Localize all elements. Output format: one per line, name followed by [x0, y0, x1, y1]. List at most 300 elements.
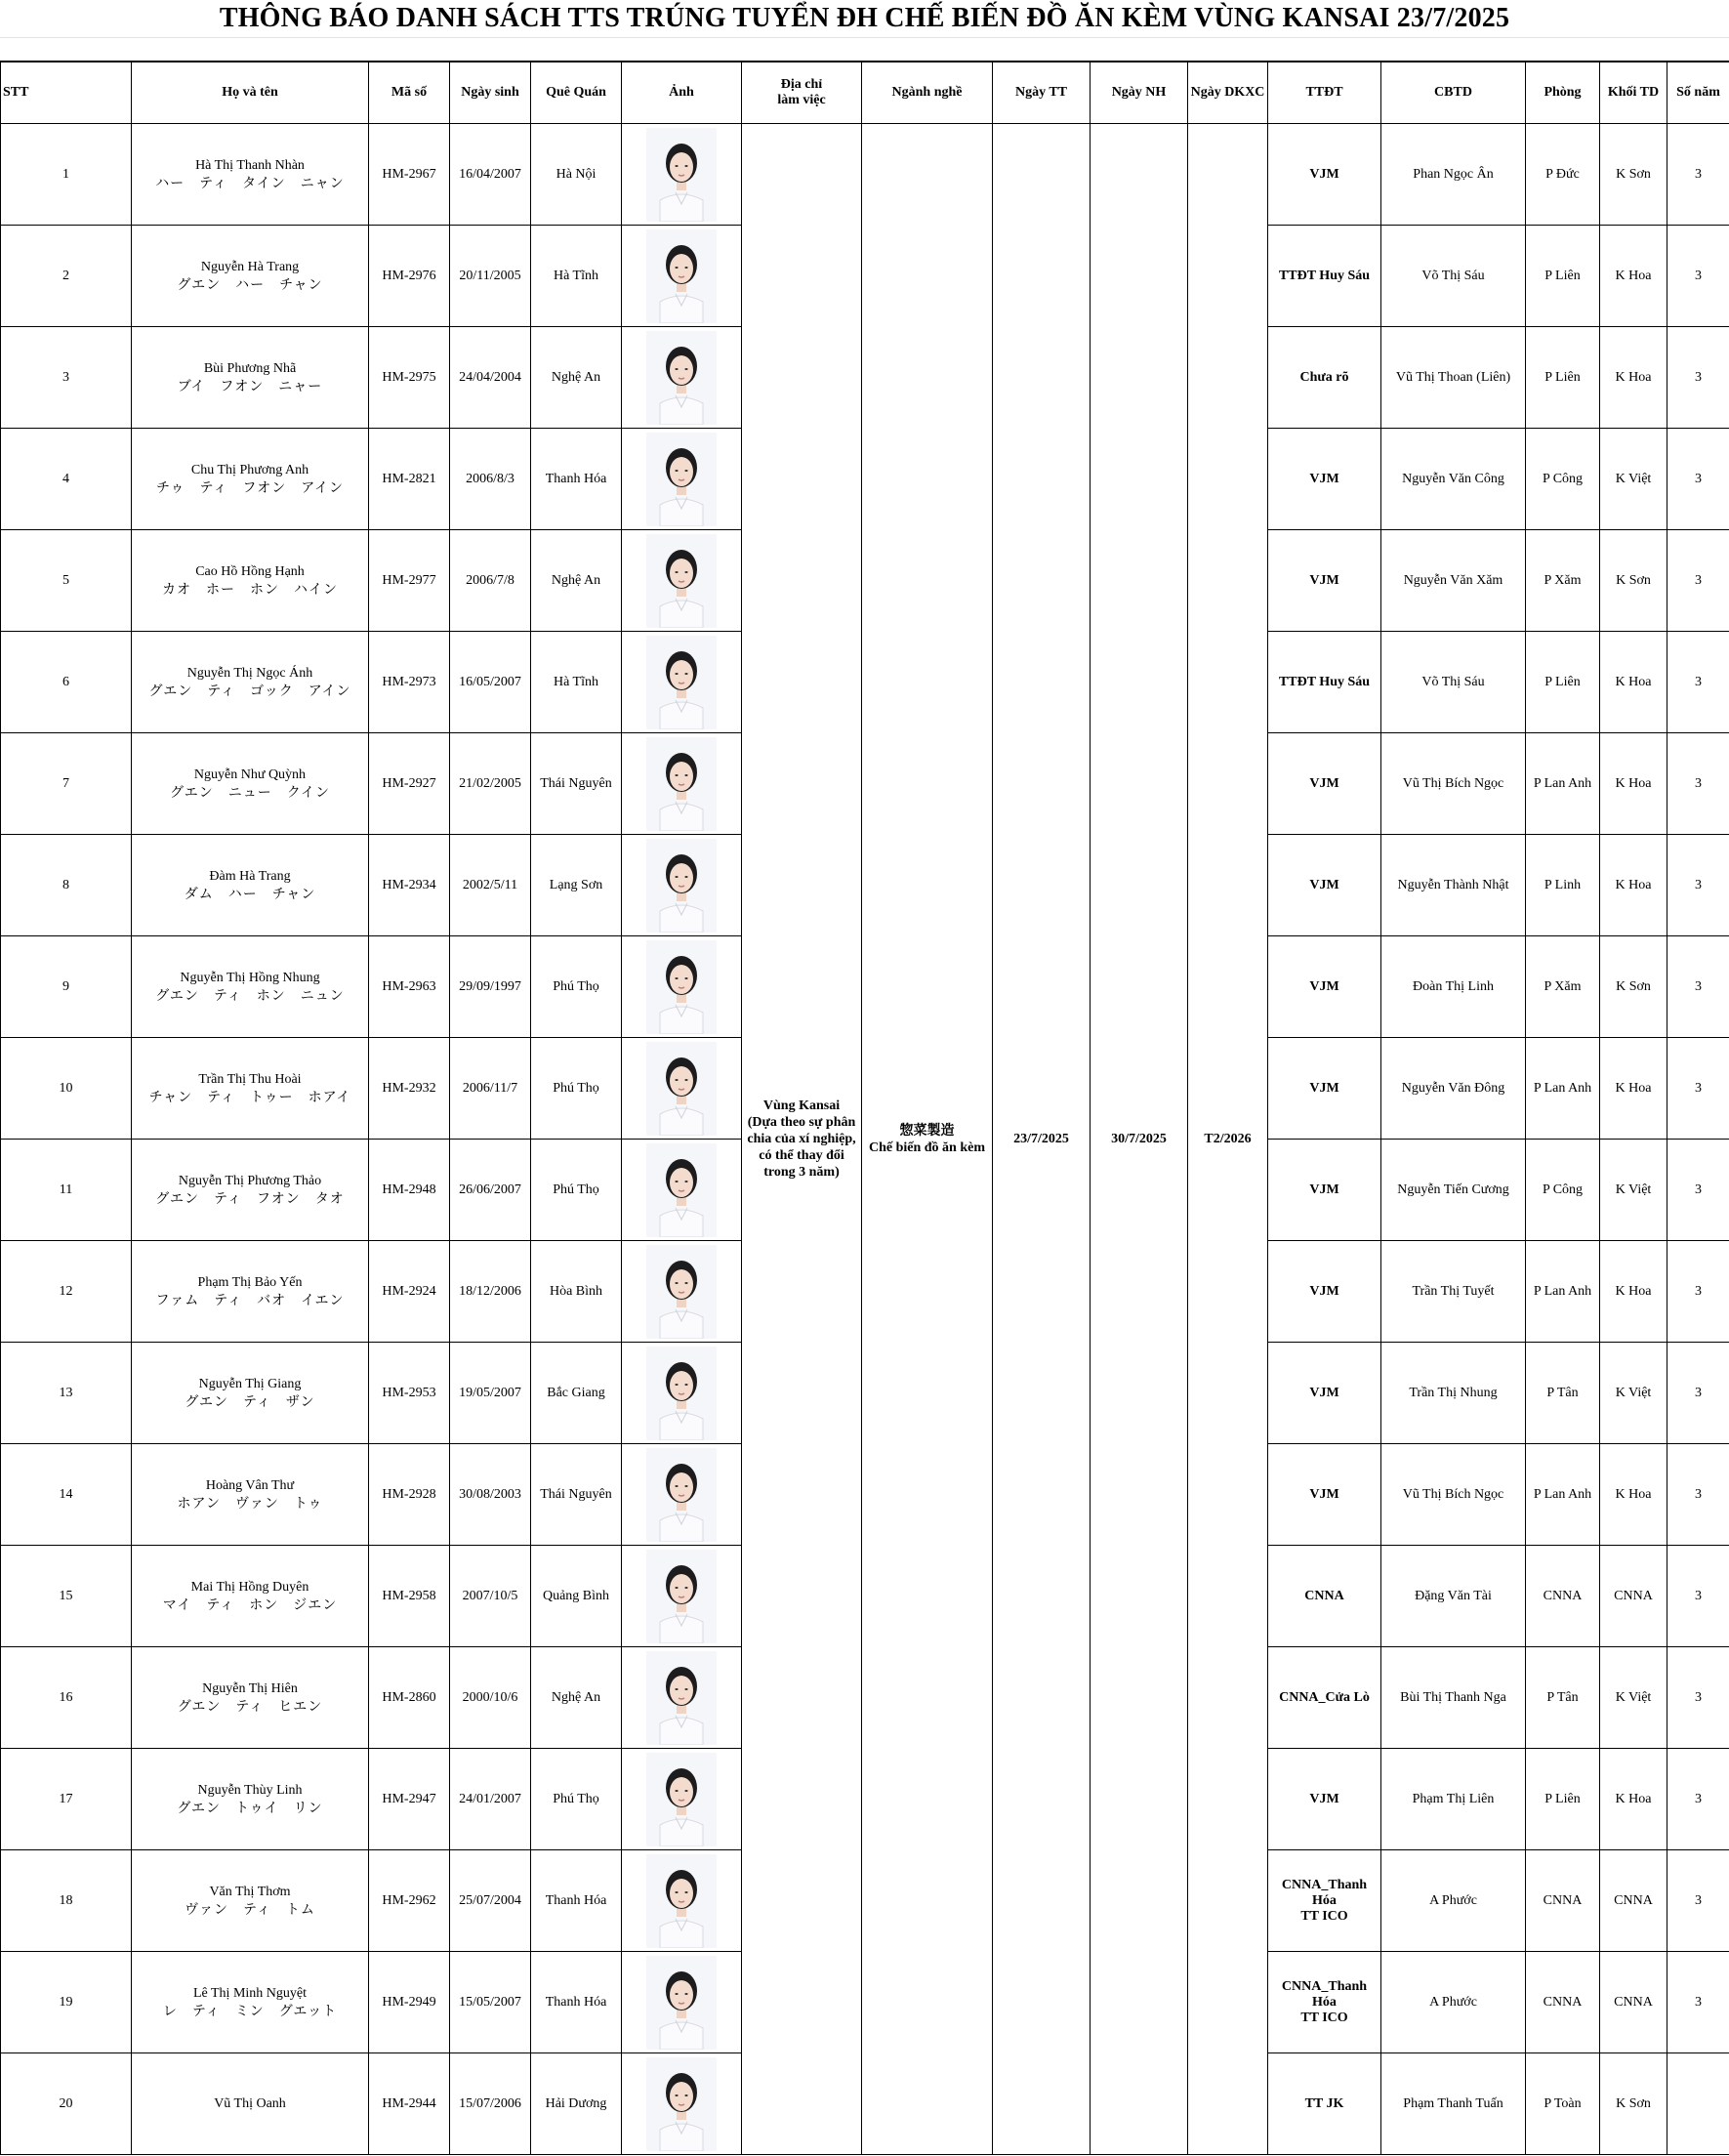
portrait-icon — [646, 433, 717, 526]
cell-photo — [622, 327, 742, 429]
portrait-icon — [646, 737, 717, 831]
cell-division: K Việt — [1600, 429, 1667, 530]
cell-stt: 16 — [1, 1647, 132, 1749]
cell-photo — [622, 1749, 742, 1850]
portrait-icon — [646, 636, 717, 729]
cell-years: 3 — [1667, 1444, 1729, 1546]
cell-training-center: VJM — [1268, 835, 1381, 936]
cell-training-center: VJM — [1268, 1749, 1381, 1850]
cell-division: K Việt — [1600, 1140, 1667, 1241]
cell-hometown: Phú Thọ — [531, 1140, 622, 1241]
cell-recruiter: Nguyễn Thành Nhật — [1381, 835, 1526, 936]
cell-photo — [622, 1546, 742, 1647]
portrait-photo — [646, 1956, 717, 2050]
cell-recruiter: Phan Ngọc Ân — [1381, 124, 1526, 226]
cell-photo — [622, 733, 742, 835]
cell-hometown: Hà Tĩnh — [531, 632, 622, 733]
cell-department: P Toàn — [1526, 2053, 1600, 2155]
cell-departure-date: T2/2026 — [1188, 124, 1268, 2155]
cell-department: P Lan Anh — [1526, 1241, 1600, 1343]
portrait-photo — [646, 940, 717, 1034]
cell-division: K Hoa — [1600, 1241, 1667, 1343]
work-address-line: Vùng Kansai — [762, 1099, 841, 1113]
cell-stt: 4 — [1, 429, 132, 530]
cell-years: 3 — [1667, 1850, 1729, 1952]
cell-photo — [622, 124, 742, 226]
portrait-photo — [646, 1854, 717, 1948]
name-katakana: グエン トゥイ リン — [177, 1800, 323, 1816]
training-center-line: Hóa — [1312, 1994, 1337, 2010]
cell-recruiter: Trần Thị Nhung — [1381, 1343, 1526, 1444]
cell-training-center: VJM — [1268, 429, 1381, 530]
name-katakana: マイ ティ ホン ジエン — [162, 1596, 338, 1613]
cell-hometown: Nghệ An — [531, 1647, 622, 1749]
cell-hometown: Hà Nội — [531, 124, 622, 226]
name-katakana: チャン ティ トゥー ホアイ — [148, 1089, 351, 1105]
cell-code: HM-2924 — [369, 1241, 450, 1343]
cell-name — [132, 429, 369, 530]
portrait-photo — [646, 1347, 717, 1440]
cell-name — [132, 1749, 369, 1850]
cell-recruiter: Đoàn Thị Linh — [1381, 936, 1526, 1038]
cell-code: HM-2944 — [369, 2053, 450, 2155]
name-vietnamese: Phạm Thị Bảo Yến — [197, 1274, 303, 1290]
cell-hometown: Nghệ An — [531, 327, 622, 429]
cell-years: 3 — [1667, 1749, 1729, 1850]
portrait-photo — [646, 1651, 717, 1745]
cell-hometown: Thái Nguyên — [531, 733, 622, 835]
cell-hometown: Hà Tĩnh — [531, 226, 622, 327]
portrait-photo — [646, 1753, 717, 1846]
cell-hometown: Thanh Hóa — [531, 429, 622, 530]
cell-stt: 1 — [1, 124, 132, 226]
cell-name — [132, 1444, 369, 1546]
cell-name — [132, 327, 369, 429]
cell-years: 3 — [1667, 327, 1729, 429]
cell-name — [132, 1850, 369, 1952]
name-vietnamese: Bùi Phương Nhã — [203, 360, 297, 376]
cell-name — [132, 1241, 369, 1343]
cell-years: 3 — [1667, 1647, 1729, 1749]
training-center-line: TT ICO — [1300, 1908, 1348, 1924]
portrait-icon — [646, 839, 717, 933]
cell-name — [132, 1647, 369, 1749]
name-katakana: カオ ホー ホン ハイン — [162, 581, 338, 598]
name-vietnamese: Chu Thị Phương Anh — [190, 462, 309, 477]
page-title: THÔNG BÁO DANH SÁCH TTS TRÚNG TUYỂN ĐH CHẾ BIẾN ĐỒ ĂN KÈM VÙNG KANSAI 23/7/2025 — [219, 3, 1510, 33]
cell-years: 3 — [1667, 124, 1729, 226]
work-address-line: trong 3 năm) — [763, 1165, 840, 1180]
cell-department: CNNA — [1526, 1546, 1600, 1647]
cell-dob: 24/01/2007 — [450, 1749, 531, 1850]
work-address-line: có thể thay đổi — [759, 1148, 844, 1163]
portrait-photo — [646, 636, 717, 729]
portrait-photo — [646, 534, 717, 628]
cell-training-center: VJM — [1268, 1241, 1381, 1343]
cell-recruiter: Phạm Thị Liên — [1381, 1749, 1526, 1850]
cell-code: HM-2821 — [369, 429, 450, 530]
portrait-icon — [646, 331, 717, 425]
cell-division: K Hoa — [1600, 327, 1667, 429]
cell-division: K Hoa — [1600, 733, 1667, 835]
cell-recruiter: Vũ Thị Bích Ngọc — [1381, 1444, 1526, 1546]
name-katakana: グエン ニュー クイン — [169, 784, 331, 801]
portrait-icon — [646, 940, 717, 1034]
cell-division: K Hoa — [1600, 1444, 1667, 1546]
cell-department: P Lan Anh — [1526, 1038, 1600, 1140]
cell-name — [132, 632, 369, 733]
cell-division: K Hoa — [1600, 1038, 1667, 1140]
name-katakana: グエン ティ ホン ニュン — [155, 987, 345, 1004]
name-katakana: グエン ティ フオン タオ — [155, 1190, 345, 1207]
name-katakana: グエン ティ ヒエン — [177, 1698, 323, 1715]
table-row — [1, 124, 1729, 226]
name-vietnamese: Nguyễn Thị Phương Thảo — [178, 1173, 322, 1188]
cell-hometown: Bắc Giang — [531, 1343, 622, 1444]
cell-training-center: VJM — [1268, 1444, 1381, 1546]
cell-division: CNNA — [1600, 1952, 1667, 2053]
cell-photo — [622, 429, 742, 530]
cell-training-center: VJM — [1268, 1140, 1381, 1241]
cell-name — [132, 226, 369, 327]
header-department: Phòng — [1526, 62, 1600, 124]
cell-photo — [622, 1647, 742, 1749]
cell-training-date: 23/7/2025 — [993, 124, 1091, 2155]
cell-dob: 25/07/2004 — [450, 1850, 531, 1952]
cell-department: P Tân — [1526, 1343, 1600, 1444]
name-katakana: レ ティ ミン グエット — [162, 2003, 338, 2019]
cell-code: HM-2860 — [369, 1647, 450, 1749]
cell-stt: 2 — [1, 226, 132, 327]
cell-training-center: TT JK — [1268, 2053, 1381, 2155]
cell-code: HM-2975 — [369, 327, 450, 429]
header-row — [1, 62, 1729, 124]
portrait-photo — [646, 737, 717, 831]
cell-department: P Xăm — [1526, 530, 1600, 632]
cell-years: 3 — [1667, 429, 1729, 530]
cell-training-center: CNNA — [1268, 1546, 1381, 1647]
cell-dob: 2006/7/8 — [450, 530, 531, 632]
header-work-address-line2: làm việc — [777, 93, 826, 107]
cell-stt: 13 — [1, 1343, 132, 1444]
cell-years: 3 — [1667, 1952, 1729, 2053]
cell-training-center: Chưa rõ — [1268, 327, 1381, 429]
cell-photo — [622, 1952, 742, 2053]
name-katakana: グエン ティ ゴック アイン — [148, 683, 351, 699]
cell-code: HM-2977 — [369, 530, 450, 632]
candidate-table — [0, 61, 1729, 2155]
cell-training-center — [1268, 1850, 1381, 1952]
cell-code: HM-2949 — [369, 1952, 450, 2053]
cell-years: 3 — [1667, 936, 1729, 1038]
work-address-line: (Dựa theo sự phân — [747, 1115, 856, 1130]
cell-training-center: VJM — [1268, 936, 1381, 1038]
cell-code: HM-2948 — [369, 1140, 450, 1241]
cell-dob: 15/05/2007 — [450, 1952, 531, 2053]
cell-name — [132, 835, 369, 936]
portrait-photo — [646, 433, 717, 526]
cell-department: P Liên — [1526, 1749, 1600, 1850]
cell-dob: 2002/5/11 — [450, 835, 531, 936]
cell-stt: 3 — [1, 327, 132, 429]
cell-stt: 12 — [1, 1241, 132, 1343]
cell-division: K Sơn — [1600, 124, 1667, 226]
portrait-photo — [646, 1448, 717, 1542]
cell-department: P Lan Anh — [1526, 733, 1600, 835]
cell-recruiter: A Phước — [1381, 1952, 1526, 2053]
cell-occupation — [862, 124, 993, 2155]
cell-photo — [622, 530, 742, 632]
cell-recruiter: Phạm Thanh Tuấn — [1381, 2053, 1526, 2155]
spacer-row — [0, 37, 1729, 62]
cell-name — [132, 1952, 369, 2053]
cell-stt: 20 — [1, 2053, 132, 2155]
header-photo: Ảnh — [622, 62, 742, 124]
cell-department: P Linh — [1526, 835, 1600, 936]
cell-dob: 2006/11/7 — [450, 1038, 531, 1140]
cell-stt: 15 — [1, 1546, 132, 1647]
portrait-icon — [646, 1143, 717, 1237]
cell-hometown: Nghệ An — [531, 530, 622, 632]
cell-dob: 20/11/2005 — [450, 226, 531, 327]
name-vietnamese: Hoàng Vân Thư — [205, 1477, 295, 1493]
cell-stt: 7 — [1, 733, 132, 835]
cell-recruiter: Trần Thị Tuyết — [1381, 1241, 1526, 1343]
training-center-line: CNNA_Thanh — [1281, 1877, 1368, 1892]
training-center-line: Hóa — [1312, 1892, 1337, 1908]
cell-department: CNNA — [1526, 1850, 1600, 1952]
portrait-icon — [646, 1042, 717, 1136]
cell-department: P Công — [1526, 1140, 1600, 1241]
cell-years: 3 — [1667, 835, 1729, 936]
cell-years: 3 — [1667, 226, 1729, 327]
portrait-icon — [646, 1448, 717, 1542]
cell-photo — [622, 1444, 742, 1546]
cell-hometown: Thanh Hóa — [531, 1952, 622, 2053]
header-division: Khối TD — [1600, 62, 1667, 124]
cell-stt: 10 — [1, 1038, 132, 1140]
cell-years: 3 — [1667, 632, 1729, 733]
cell-recruiter: Nguyễn Văn Xăm — [1381, 530, 1526, 632]
cell-hometown: Phú Thọ — [531, 1749, 622, 1850]
name-katakana: ファム ティ バオ イエン — [155, 1292, 345, 1308]
cell-stt: 14 — [1, 1444, 132, 1546]
portrait-icon — [646, 1347, 717, 1440]
cell-training-center: VJM — [1268, 530, 1381, 632]
cell-hometown: Quảng Bình — [531, 1546, 622, 1647]
cell-division: K Việt — [1600, 1647, 1667, 1749]
cell-hometown: Phú Thọ — [531, 1038, 622, 1140]
portrait-icon — [646, 1956, 717, 2050]
cell-dob: 18/12/2006 — [450, 1241, 531, 1343]
cell-recruiter: Nguyễn Tiến Cương — [1381, 1140, 1526, 1241]
cell-hometown: Thanh Hóa — [531, 1850, 622, 1952]
cell-code: HM-2934 — [369, 835, 450, 936]
cell-photo — [622, 1343, 742, 1444]
name-katakana: ヴァン ティ トム — [185, 1901, 315, 1918]
cell-years — [1667, 2053, 1729, 2155]
portrait-icon — [646, 1550, 717, 1643]
name-vietnamese: Nguyễn Thị Ngọc Ánh — [186, 665, 313, 681]
cell-code: HM-2976 — [369, 226, 450, 327]
cell-division: K Hoa — [1600, 835, 1667, 936]
cell-recruiter: Bùi Thị Thanh Nga — [1381, 1647, 1526, 1749]
portrait-icon — [646, 1245, 717, 1339]
cell-years: 3 — [1667, 1546, 1729, 1647]
cell-training-center: VJM — [1268, 1038, 1381, 1140]
header-work-address-line1: Địa chỉ — [780, 77, 823, 92]
portrait-photo — [646, 1143, 717, 1237]
cell-dob: 16/04/2007 — [450, 124, 531, 226]
cell-dob: 2000/10/6 — [450, 1647, 531, 1749]
cell-division: K Hoa — [1600, 1749, 1667, 1850]
cell-division: CNNA — [1600, 1546, 1667, 1647]
name-katakana: ホアン ヴァン トゥ — [177, 1495, 323, 1512]
cell-division: K Hoa — [1600, 632, 1667, 733]
cell-recruiter: A Phước — [1381, 1850, 1526, 1952]
cell-photo — [622, 226, 742, 327]
cell-training-center — [1268, 1952, 1381, 2053]
cell-hometown: Hòa Bình — [531, 1241, 622, 1343]
header-training-date: Ngày TT — [993, 62, 1091, 124]
name-vietnamese: Nguyễn Thùy Linh — [197, 1782, 303, 1798]
header-work-address — [742, 62, 862, 124]
name-vietnamese: Nguyễn Thị Giang — [198, 1376, 302, 1391]
cell-stt: 11 — [1, 1140, 132, 1241]
cell-department: P Đức — [1526, 124, 1600, 226]
cell-recruiter: Vũ Thị Thoan (Liên) — [1381, 327, 1526, 429]
header-training-center: TTĐT — [1268, 62, 1381, 124]
cell-work-address — [742, 124, 862, 2155]
cell-dob: 19/05/2007 — [450, 1343, 531, 1444]
name-vietnamese: Trần Thị Thu Hoài — [198, 1071, 302, 1087]
header-occupation: Ngành nghề — [862, 62, 993, 124]
name-vietnamese: Lê Thị Minh Nguyệt — [192, 1985, 307, 2001]
cell-code: HM-2932 — [369, 1038, 450, 1140]
cell-years: 3 — [1667, 1038, 1729, 1140]
portrait-icon — [646, 1854, 717, 1948]
cell-department: P Liên — [1526, 226, 1600, 327]
occupation-vietnamese: Chế biến đồ ăn kèm — [868, 1140, 986, 1155]
name-katakana: グエン ティ ザン — [185, 1393, 315, 1410]
cell-stt: 9 — [1, 936, 132, 1038]
cell-dob: 2007/10/5 — [450, 1546, 531, 1647]
cell-stt: 8 — [1, 835, 132, 936]
cell-photo — [622, 1140, 742, 1241]
cell-years: 3 — [1667, 530, 1729, 632]
cell-dob: 2006/8/3 — [450, 429, 531, 530]
name-katakana: グエン ハー チャン — [177, 276, 323, 293]
cell-recruiter: Đặng Văn Tài — [1381, 1546, 1526, 1647]
cell-recruiter: Vũ Thị Bích Ngọc — [1381, 733, 1526, 835]
portrait-photo — [646, 128, 717, 222]
name-katakana: チゥ ティ フオン アイン — [155, 479, 345, 496]
cell-photo — [622, 835, 742, 936]
cell-name — [132, 1343, 369, 1444]
cell-name — [132, 2053, 369, 2155]
cell-name — [132, 1546, 369, 1647]
portrait-photo — [646, 1550, 717, 1643]
name-vietnamese: Nguyễn Thị Hồng Nhung — [180, 970, 320, 985]
cell-department: P Liên — [1526, 327, 1600, 429]
cell-recruiter: Nguyễn Văn Công — [1381, 429, 1526, 530]
cell-code: HM-2967 — [369, 124, 450, 226]
cell-years: 3 — [1667, 1241, 1729, 1343]
header-name: Họ và tên — [132, 62, 369, 124]
cell-name — [132, 936, 369, 1038]
name-katakana: ハー ティ タイン ニャン — [155, 175, 345, 191]
cell-dob: 21/02/2005 — [450, 733, 531, 835]
cell-code: HM-2928 — [369, 1444, 450, 1546]
cell-code: HM-2953 — [369, 1343, 450, 1444]
cell-code: HM-2947 — [369, 1749, 450, 1850]
name-vietnamese: Nguyễn Hà Trang — [200, 259, 300, 274]
cell-dob: 29/09/1997 — [450, 936, 531, 1038]
name-vietnamese: Văn Thị Thơm — [209, 1884, 291, 1899]
cell-name — [132, 733, 369, 835]
portrait-photo — [646, 331, 717, 425]
cell-department: P Tân — [1526, 1647, 1600, 1749]
cell-dob: 26/06/2007 — [450, 1140, 531, 1241]
cell-name — [132, 1140, 369, 1241]
cell-hometown: Lạng Sơn — [531, 835, 622, 936]
portrait-icon — [646, 1753, 717, 1846]
name-vietnamese: Cao Hồ Hồng Hạnh — [195, 563, 305, 579]
cell-photo — [622, 2053, 742, 2155]
cell-department: P Xăm — [1526, 936, 1600, 1038]
cell-name — [132, 1038, 369, 1140]
cell-admission-date: 30/7/2025 — [1091, 124, 1188, 2155]
portrait-icon — [646, 128, 717, 222]
cell-years: 3 — [1667, 1343, 1729, 1444]
cell-photo — [622, 936, 742, 1038]
cell-dob: 16/05/2007 — [450, 632, 531, 733]
cell-code: HM-2973 — [369, 632, 450, 733]
cell-division: K Sơn — [1600, 936, 1667, 1038]
name-vietnamese: Hà Thị Thanh Nhàn — [195, 157, 305, 173]
portrait-photo — [646, 2057, 717, 2151]
cell-name — [132, 530, 369, 632]
header-years: Số năm — [1667, 62, 1729, 124]
header-stt: STT — [1, 62, 132, 124]
cell-department: CNNA — [1526, 1952, 1600, 2053]
cell-code: HM-2963 — [369, 936, 450, 1038]
cell-stt: 19 — [1, 1952, 132, 2053]
name-vietnamese: Nguyễn Thị Hiên — [202, 1680, 298, 1696]
cell-stt: 6 — [1, 632, 132, 733]
cell-name — [132, 124, 369, 226]
portrait-photo — [646, 1042, 717, 1136]
cell-recruiter: Nguyễn Văn Đông — [1381, 1038, 1526, 1140]
cell-dob: 30/08/2003 — [450, 1444, 531, 1546]
cell-hometown: Thái Nguyên — [531, 1444, 622, 1546]
cell-division: K Sơn — [1600, 530, 1667, 632]
cell-training-center: VJM — [1268, 733, 1381, 835]
cell-division: K Sơn — [1600, 2053, 1667, 2155]
header-code: Mã số — [369, 62, 450, 124]
header-departure-date: Ngày DKXC — [1188, 62, 1268, 124]
cell-division: K Hoa — [1600, 226, 1667, 327]
cell-training-center: VJM — [1268, 1343, 1381, 1444]
portrait-photo — [646, 1245, 717, 1339]
cell-photo — [622, 632, 742, 733]
cell-code: HM-2962 — [369, 1850, 450, 1952]
name-vietnamese: Vũ Thị Oanh — [214, 2095, 286, 2111]
cell-training-center: CNNA_Cửa Lò — [1268, 1647, 1381, 1749]
portrait-icon — [646, 1651, 717, 1745]
name-katakana: ブイ フオン ニャー — [177, 378, 323, 394]
cell-years: 3 — [1667, 1140, 1729, 1241]
